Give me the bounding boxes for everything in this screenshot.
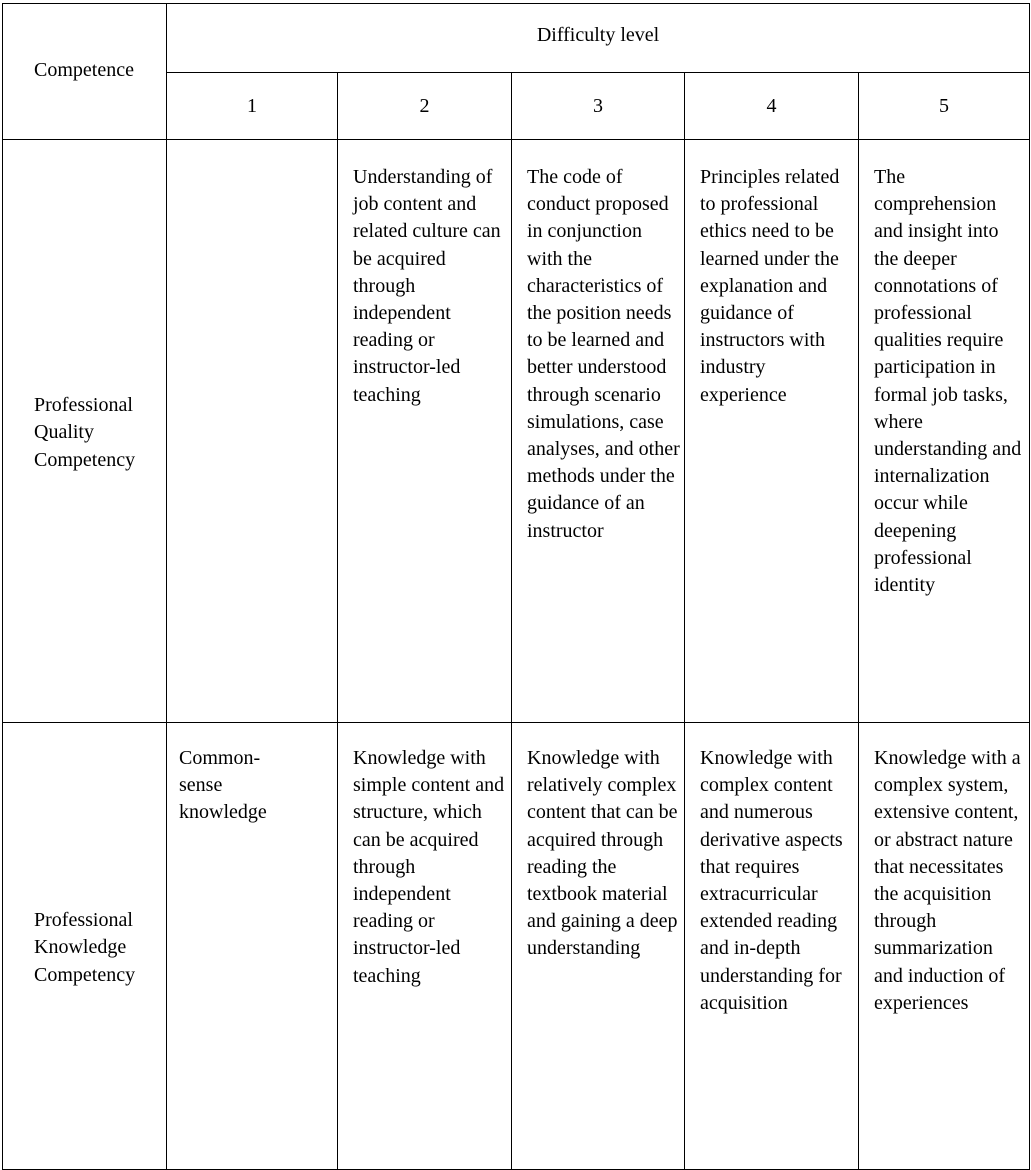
level-5-header: 5 — [859, 73, 1030, 140]
quality-level-2-cell: Understanding of job content and related culture can be acquired through independent reading or instructor-led teaching — [338, 140, 512, 723]
row-label-text: Professional Knowledge Competency — [34, 909, 136, 986]
difficulty-level-header: Difficulty level — [167, 4, 1030, 73]
quality-level-4-cell: Principles related to professional ethics need to be learned under the explanation and guidance of instructors with industry experience — [685, 140, 859, 723]
quality-level-3-cell: The code of conduct proposed in conjunction with the characteristics of the position needs to be learned and better understood through scenario simulations, case analyses, and other methods under the guidance of an instructor — [512, 140, 685, 723]
knowledge-level-2-cell: Knowledge with simple content and structure, which can be acquired through independent reading or instructor-led teaching — [338, 723, 512, 1170]
table-row-professional-quality — [3, 140, 1030, 723]
row-label-professional-quality — [3, 140, 167, 723]
table-row-professional-knowledge — [3, 723, 1030, 1170]
row-label-professional-knowledge — [3, 723, 167, 1170]
header-row-top — [3, 4, 1030, 73]
level-1-header: 1 — [167, 73, 338, 140]
knowledge-level-5-cell: Knowledge with a complex system, extensive content, or abstract nature that necessitates the acquisition through summarization and induction of experiences — [859, 723, 1030, 1170]
difficulty-level-table — [2, 3, 1030, 1170]
level-3-header: 3 — [512, 73, 685, 140]
quality-level-1-cell — [167, 140, 338, 723]
cell-text: Common-sense knowledge — [179, 747, 267, 824]
row-label-text: Professional Quality Competency — [34, 394, 136, 471]
knowledge-level-4-cell: Knowledge with complex content and numerous derivative aspects that requires extracurricular extended reading and in-depth understanding for acquisition — [685, 723, 859, 1170]
competence-header: Competence — [3, 4, 167, 140]
level-2-header: 2 — [338, 73, 512, 140]
knowledge-level-1-cell — [167, 723, 338, 1170]
level-4-header: 4 — [685, 73, 859, 140]
quality-level-5-cell: The comprehension and insight into the deeper connotations of professional qualities require participation in formal job tasks, where understanding and internalization occur while deepening professional identity — [859, 140, 1030, 723]
knowledge-level-3-cell: Knowledge with relatively complex content that can be acquired through reading the textbook material and gaining a deep understanding — [512, 723, 685, 1170]
